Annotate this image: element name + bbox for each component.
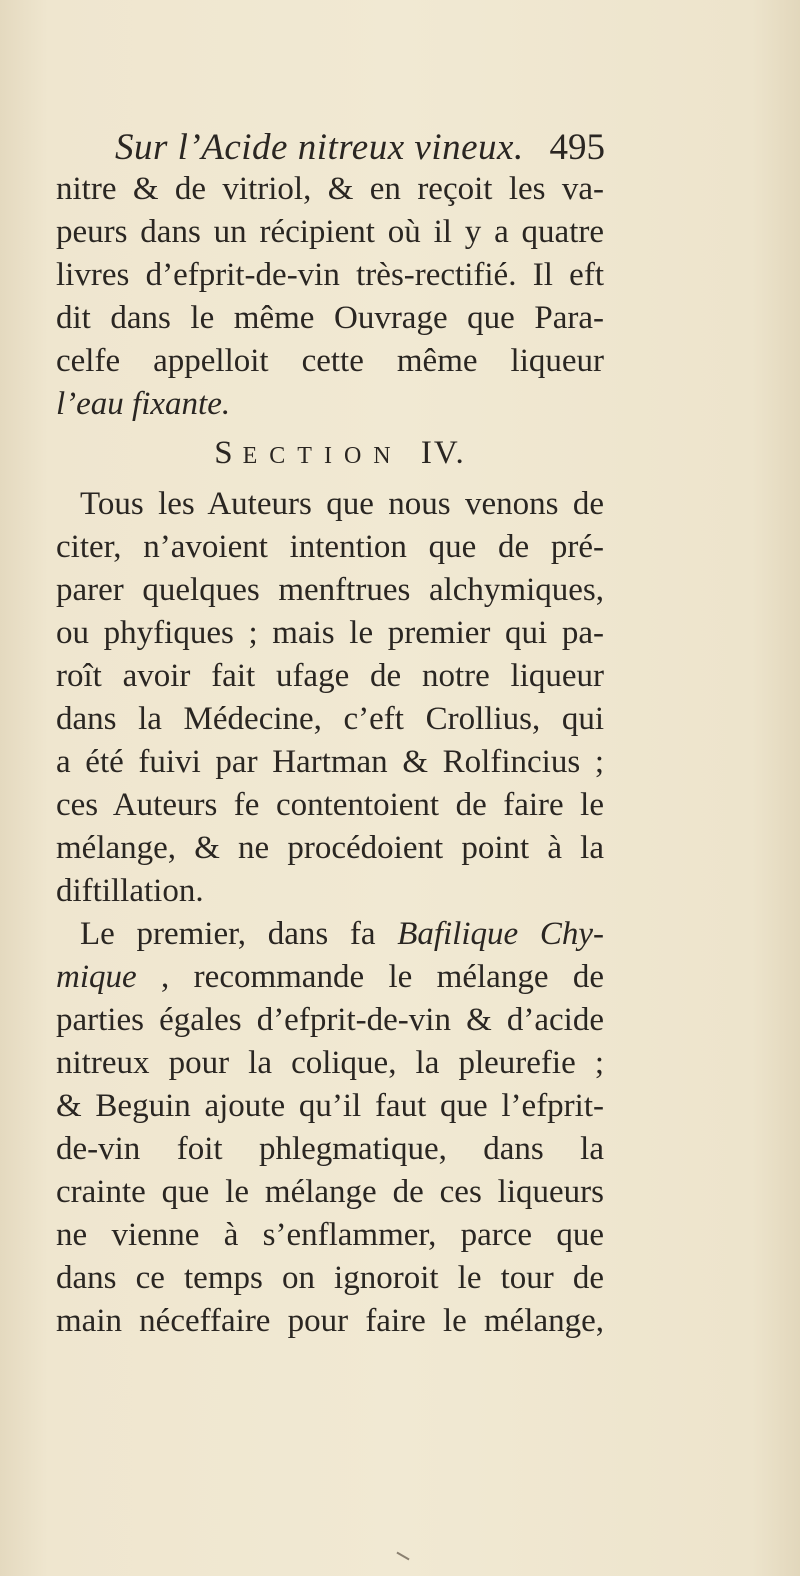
text-line xyxy=(56,913,604,956)
text-line xyxy=(56,956,604,999)
text-line: a été fuivi par Hartman & Rolfincius ; xyxy=(56,744,604,780)
section-word-rest: ECTION xyxy=(242,443,403,469)
text-line: & Beguin ajoute qu’il faut que l’efprit- xyxy=(56,1088,604,1124)
text-line: mélange, & ne procédoient point à la xyxy=(56,830,604,866)
section-heading xyxy=(56,426,604,475)
running-title: Sur l’Acide nitreux vineux. xyxy=(115,127,524,168)
text-line: ou phyfiques ; mais le premier qui pa- xyxy=(56,615,604,651)
book-title-fragment: mique xyxy=(56,959,137,995)
page-number: 495 xyxy=(549,127,605,168)
text-line: ne vienne à s’enflammer, parce que xyxy=(56,1217,604,1253)
text-line: livres d’efprit-de-vin très-rectifié. Il eft xyxy=(56,257,604,293)
text-line: ces Auteurs fe contentoient de faire le xyxy=(56,787,604,823)
ink-mark xyxy=(396,1552,409,1561)
text-line: parer quelques menftrues alchymiques, xyxy=(56,572,604,608)
text-line: dans la Médecine, c’eft Crollius, qui xyxy=(56,701,604,737)
text-line: main néceffaire pour faire le mélange, xyxy=(56,1303,604,1339)
text-line: de-vin foit phlegmatique, dans la xyxy=(56,1131,604,1167)
text-line: celfe appelloit cette même liqueur xyxy=(56,343,604,379)
text-line: l’eau fixante. xyxy=(56,386,231,422)
text-line: diftillation. xyxy=(56,873,204,909)
section-number: IV. xyxy=(420,435,466,471)
body-text xyxy=(56,168,604,1343)
text-fragment: , recommande le mélange de xyxy=(136,959,604,995)
section-word-initial: S xyxy=(214,435,243,471)
text-line: nitreux pour la colique, la pleurefie ; xyxy=(56,1045,604,1081)
text-line: Tous les Auteurs que nous venons de xyxy=(80,486,604,522)
text-line: nitre & de vitriol, & en reçoit les va- xyxy=(56,171,604,207)
text-line: dans ce temps on ignoroit le tour de xyxy=(56,1260,604,1296)
book-title-fragment: Bafilique Chy- xyxy=(397,916,604,952)
text-line: dit dans le même Ouvrage que Para- xyxy=(56,300,604,336)
text-line: citer, n’avoient intention que de pré- xyxy=(56,529,604,565)
text-fragment: Le premier, dans fa xyxy=(80,916,398,952)
text-line: roît avoir fait ufage de notre liqueur xyxy=(56,658,604,694)
text-line: peurs dans un récipient où il y a quatre xyxy=(56,214,604,250)
running-header xyxy=(115,126,605,172)
text-line: parties égales d’efprit-de-vin & d’acide xyxy=(56,1002,604,1038)
text-line: crainte que le mélange de ces liqueurs xyxy=(56,1174,604,1210)
